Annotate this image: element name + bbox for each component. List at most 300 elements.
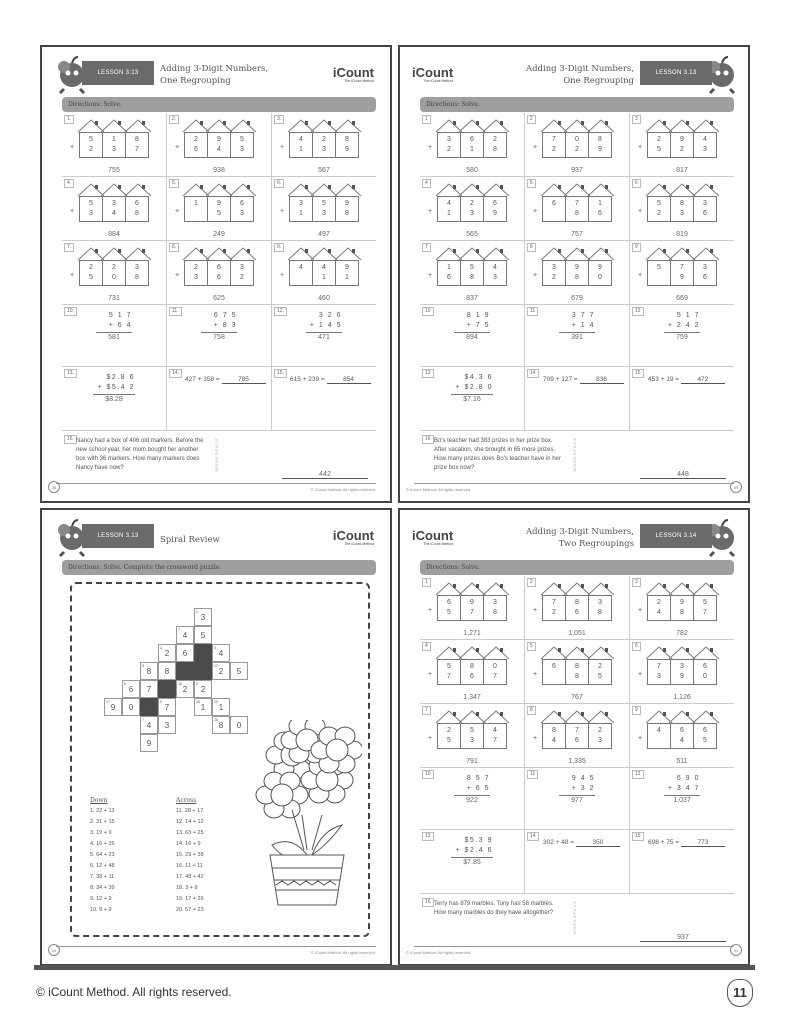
clue-number: 8 <box>142 664 144 668</box>
problem-row <box>420 768 734 830</box>
answer: 837 <box>466 295 478 302</box>
problem-row <box>420 367 734 431</box>
crossword-cell[interactable] <box>194 626 212 644</box>
digit-column <box>566 261 589 285</box>
clue: 6. 12 + 48 <box>90 863 115 869</box>
digit-column <box>543 660 566 684</box>
bottom-digit: 1 <box>345 274 349 281</box>
problem-number: 10 <box>422 307 434 316</box>
clue: 18. 3 + 8 <box>176 885 198 891</box>
house-roof-icon <box>647 183 670 196</box>
house-roof-icon <box>102 247 125 260</box>
clue-number: 4 <box>214 646 216 650</box>
digit-column <box>103 133 126 157</box>
crossword-cell[interactable] <box>212 698 230 716</box>
lesson-title-line2: Two Regroupings <box>558 539 634 549</box>
directions-bar: Directions: Solve. <box>62 97 376 112</box>
money-problem <box>420 830 525 893</box>
house-roof-icon <box>670 582 693 595</box>
bottom-digit: 3 <box>194 274 198 281</box>
crossword-cell[interactable] <box>158 716 176 734</box>
bottom-digit: 9 <box>345 146 349 153</box>
footer-divider <box>34 965 755 970</box>
crossword-cell[interactable] <box>194 698 212 716</box>
word-problem-text: Terry has 879 marbles. Tony has 58 marbles. How many marbles do they have altogether? <box>434 901 554 916</box>
house-roof-icon <box>336 119 359 132</box>
house-roof-icon <box>289 119 312 132</box>
lesson-title <box>160 63 268 87</box>
house-roof-icon <box>437 646 460 659</box>
bottom-digit: 3 <box>470 210 474 217</box>
crossword-black-cell <box>194 662 212 680</box>
place-value-houses <box>175 183 254 222</box>
digit-column <box>566 724 589 748</box>
crossword-cell[interactable] <box>140 734 158 752</box>
answer: 1,051 <box>568 630 586 637</box>
problem-number: 11. <box>169 307 182 316</box>
problem-number: 14 <box>527 369 539 378</box>
house-problem <box>630 177 734 240</box>
crossword-cell[interactable] <box>122 698 140 716</box>
stacked-addition <box>664 774 700 806</box>
clue: 1. 22 + 13 <box>90 808 115 814</box>
top-digit: 9 <box>345 200 349 207</box>
lesson-title-line1: Adding 3-Digit Numbers, <box>525 527 634 537</box>
top-digit: 3 <box>598 599 602 606</box>
house-roofs <box>647 582 717 595</box>
problem-row <box>62 241 376 305</box>
top-digit: 6 <box>447 599 451 606</box>
digit-column <box>80 261 103 285</box>
addend-1: 3 7 7 <box>571 312 595 319</box>
answer: 1,347 <box>463 694 481 701</box>
plus-sign: + <box>638 208 643 215</box>
clue: 14. 16 + 9 <box>176 841 201 847</box>
plus-sign: + <box>428 671 433 678</box>
cell-value: 2 <box>164 649 170 658</box>
bottom-digit: 4 <box>552 737 556 744</box>
cell-value: 6 <box>128 685 134 694</box>
top-digit: 9 <box>680 599 684 606</box>
top-digit: 2 <box>322 136 326 143</box>
top-digit: 6 <box>135 200 139 207</box>
clue: 7. 38 + 11 <box>90 874 115 880</box>
house-problem <box>420 640 525 703</box>
lesson-badge: LESSON 3.13 <box>82 524 154 548</box>
clue-number: 7 <box>142 718 144 722</box>
digit-column <box>185 261 208 285</box>
clue-number: 9 <box>160 700 162 704</box>
crossword-cell[interactable] <box>176 680 194 698</box>
house-roof-icon <box>670 710 693 723</box>
clue: 5. 64 + 23 <box>90 852 115 858</box>
house-roofs <box>184 183 254 196</box>
digit-column <box>336 133 358 157</box>
problem-number: 11 <box>527 770 538 779</box>
place-value-houses <box>638 646 717 685</box>
top-digit: 8 <box>680 200 684 207</box>
answer: 884 <box>108 231 120 238</box>
top-digit: 3 <box>112 200 116 207</box>
house-roof-icon <box>565 119 588 132</box>
lesson-badge: LESSON 3.13 <box>82 61 154 85</box>
digit-column <box>671 197 694 221</box>
logo-tagline: The iCount Method <box>344 542 374 546</box>
digit-boxes <box>289 132 359 158</box>
footer-copyright: © iCount Method. All rights reserved. <box>36 985 232 999</box>
digit-column <box>461 596 484 620</box>
problem-number: 6 <box>632 179 641 188</box>
answer: 669 <box>676 295 688 302</box>
house-roofs <box>289 119 359 132</box>
crossword-cell[interactable] <box>158 698 176 716</box>
problem-number: 16 <box>422 435 434 444</box>
top-digit: 5 <box>240 136 244 143</box>
crossword-cell[interactable] <box>212 716 230 734</box>
bottom-digit: 7 <box>493 737 497 744</box>
crossword-black-cell <box>158 680 176 698</box>
addend-2: + 6 5 <box>466 785 490 792</box>
top-digit: 4 <box>703 136 707 143</box>
plus-sign: + <box>280 208 285 215</box>
problem-number: 8. <box>169 243 179 252</box>
digit-column <box>438 660 461 684</box>
house-roof-icon <box>484 247 507 260</box>
clue: 12. 14 + 12 <box>176 819 204 825</box>
digit-column <box>126 261 148 285</box>
house-roofs <box>647 710 717 723</box>
lesson-badge: LESSON 3.13 <box>640 61 712 85</box>
house-problem <box>420 241 525 304</box>
clue: 9. 12 + 9 <box>90 896 112 902</box>
cell-value: 8 <box>218 721 224 730</box>
digit-column <box>438 724 461 748</box>
clue: 17. 48 + 42 <box>176 874 204 880</box>
problem-number: 14. <box>169 369 182 378</box>
house-problem <box>525 704 630 767</box>
top-digit: 5 <box>89 200 93 207</box>
equation <box>290 376 371 384</box>
place-value-houses <box>533 646 612 685</box>
crossword-cell[interactable] <box>194 680 212 698</box>
house-roof-icon <box>484 646 507 659</box>
bottom-digit: 6 <box>194 146 198 153</box>
stacked-addition <box>451 836 493 868</box>
addend-2: + 3 2 <box>571 785 595 792</box>
top-digit: 3 <box>135 264 139 271</box>
crossword-cell[interactable] <box>230 662 248 680</box>
down-heading: Down <box>90 797 108 804</box>
crossword-cell[interactable] <box>104 698 122 716</box>
house-roof-icon <box>565 247 588 260</box>
crossword-cell[interactable] <box>122 680 140 698</box>
house-problem <box>630 113 734 176</box>
house-roofs <box>79 247 149 260</box>
across-clues <box>176 795 204 916</box>
answer: 782 <box>676 630 688 637</box>
answer: 625 <box>213 295 225 302</box>
crossword-cell[interactable] <box>176 644 194 662</box>
vertical-problem <box>62 305 167 366</box>
answer: 755 <box>108 167 120 174</box>
house-roof-icon <box>542 119 565 132</box>
logo-text: iCount <box>412 65 454 80</box>
house-roofs <box>647 183 717 196</box>
plus-sign: + <box>175 272 180 279</box>
house-problem <box>62 177 167 240</box>
addend-1: 5 1 7 <box>108 312 132 319</box>
logo-tagline: The iCount Method <box>344 79 374 83</box>
bottom-digit: 3 <box>89 210 93 217</box>
place-value-houses <box>428 582 507 621</box>
problem-number: 8 <box>527 243 536 252</box>
digit-boxes <box>79 260 149 286</box>
crossword-cell[interactable] <box>140 662 158 680</box>
word-problem <box>420 433 734 483</box>
top-digit: 6 <box>470 136 474 143</box>
top-digit: 2 <box>493 136 497 143</box>
vertical-problem <box>420 305 525 366</box>
top-digit: 3 <box>299 200 303 207</box>
digit-column <box>648 660 671 684</box>
house-roof-icon <box>336 183 359 196</box>
digit-column <box>185 133 208 157</box>
cell-value: 5 <box>200 631 206 640</box>
page-footer <box>51 483 376 495</box>
house-roof-icon <box>694 247 717 260</box>
vertical-problem <box>420 768 525 829</box>
page-header <box>42 55 390 99</box>
plus-sign: + <box>533 607 538 614</box>
top-digit: 7 <box>575 727 579 734</box>
answer: $8.28 <box>93 394 135 405</box>
vertical-problem <box>525 305 630 366</box>
place-value-houses <box>638 119 717 158</box>
expression: 427 + 358 = <box>185 376 220 383</box>
digit-column <box>103 197 126 221</box>
bottom-digit: 6 <box>703 210 707 217</box>
crossword-cell[interactable] <box>158 644 176 662</box>
problem-row <box>420 830 734 894</box>
crossword-cell[interactable] <box>212 662 230 680</box>
bottom-digit: 4 <box>657 609 661 616</box>
place-value-houses <box>428 183 507 222</box>
bottom-digit: 9 <box>598 146 602 153</box>
house-problem <box>62 241 167 304</box>
house-roof-icon <box>126 247 149 260</box>
word-problem <box>420 896 734 946</box>
house-roof-icon <box>437 582 460 595</box>
house-roofs <box>647 119 717 132</box>
clue: 16. 11 + 11 <box>176 863 203 869</box>
equation-problem <box>525 830 630 893</box>
house-roof-icon <box>460 119 483 132</box>
digit-column <box>336 197 358 221</box>
expression: 453 + 19 = <box>648 376 680 383</box>
addend-1: $5.3 9 <box>464 837 493 844</box>
addend-1: 6 9 0 <box>676 775 700 782</box>
house-roof-icon <box>647 247 670 260</box>
digit-column <box>126 197 148 221</box>
digit-column <box>461 660 484 684</box>
digit-column <box>438 133 461 157</box>
bottom-digit: 5 <box>89 274 93 281</box>
digit-boxes <box>542 132 612 158</box>
problem-number: 16. <box>64 435 77 444</box>
top-digit: 1 <box>598 200 602 207</box>
problem-grid <box>420 576 734 894</box>
answer: 391 <box>559 332 595 343</box>
bottom-digit: 8 <box>470 274 474 281</box>
plus-sign: + <box>638 272 643 279</box>
digit-column <box>694 197 716 221</box>
digit-column <box>543 596 566 620</box>
problem-number: 5 <box>527 179 536 188</box>
answer: 679 <box>571 295 583 302</box>
top-digit: 3 <box>552 264 556 271</box>
answer: $7.85 <box>451 857 493 868</box>
place-value-houses <box>428 247 507 286</box>
digit-column <box>566 660 589 684</box>
page-copyright: © iCount Method. All rights reserved. <box>310 487 376 492</box>
clue: 20. 57 + 23 <box>176 907 204 913</box>
problem-number: 15. <box>274 369 287 378</box>
problem-row <box>62 113 376 177</box>
house-roof-icon <box>126 183 149 196</box>
house-roof-icon <box>102 119 125 132</box>
crossword-cell[interactable] <box>194 608 212 626</box>
answer: 819 <box>676 231 688 238</box>
top-digit: 8 <box>135 136 139 143</box>
house-problem <box>525 640 630 703</box>
equation-problem <box>630 830 734 893</box>
house-roofs <box>647 646 717 659</box>
addend-2: + $5.4 2 <box>97 384 135 391</box>
digit-column <box>671 261 694 285</box>
top-digit: 4 <box>299 136 303 143</box>
cell-value: 3 <box>200 613 206 622</box>
answer: 1,271 <box>463 630 481 637</box>
bottom-digit: 0 <box>598 274 602 281</box>
clue-number: 18 <box>196 700 200 704</box>
problem-row <box>420 177 734 241</box>
house-roof-icon <box>207 247 230 260</box>
digit-column <box>694 261 716 285</box>
digit-boxes <box>437 659 507 685</box>
icount-logo <box>333 528 374 546</box>
bottom-digit: 3 <box>112 146 116 153</box>
house-roof-icon <box>289 247 312 260</box>
house-roofs <box>79 183 149 196</box>
answer: 938 <box>213 167 225 174</box>
bottom-digit: 2 <box>575 146 579 153</box>
workspace-label: WORKSPACE <box>572 437 577 472</box>
addend-2: + 3 4 7 <box>667 785 700 792</box>
page-header <box>42 518 390 562</box>
answer: 977 <box>559 795 595 806</box>
answer: 497 <box>318 231 330 238</box>
house-roof-icon <box>484 582 507 595</box>
crossword-cell[interactable] <box>176 626 194 644</box>
plus-sign: + <box>70 272 75 279</box>
digit-boxes <box>79 196 149 222</box>
top-digit: 7 <box>680 264 684 271</box>
cell-value: 1 <box>200 703 206 712</box>
crossword-cell[interactable] <box>140 680 158 698</box>
crossword-cell[interactable] <box>140 716 158 734</box>
digit-column <box>543 724 566 748</box>
house-roof-icon <box>460 646 483 659</box>
digit-column <box>648 133 671 157</box>
house-roofs <box>437 710 507 723</box>
problem-number: 9 <box>632 706 641 715</box>
equation <box>648 839 725 847</box>
crossword-cell[interactable] <box>158 662 176 680</box>
plus-sign: + <box>280 272 285 279</box>
house-roof-icon <box>126 119 149 132</box>
house-problem <box>630 241 734 304</box>
expression: 615 + 239 = <box>290 376 325 383</box>
clue-number: 7 <box>178 628 180 632</box>
bottom-digit: 6 <box>703 274 707 281</box>
house-roof-icon <box>79 119 102 132</box>
bottom-digit: 1 <box>299 210 303 217</box>
bottom-digit: 5 <box>598 673 602 680</box>
bottom-digit: 0 <box>703 673 707 680</box>
bottom-digit: 6 <box>447 274 451 281</box>
plus-sign: + <box>533 144 538 151</box>
top-digit: 6 <box>703 663 707 670</box>
directions-bar: Directions: Solve. <box>420 560 734 575</box>
problem-number: 6. <box>274 179 284 188</box>
digit-boxes <box>289 196 359 222</box>
problem-number: 10 <box>422 770 434 779</box>
place-value-houses <box>638 247 717 286</box>
logo-tagline: The iCount Method <box>423 79 454 83</box>
crossword-cell[interactable] <box>230 716 248 734</box>
house-roof-icon <box>79 247 102 260</box>
house-roof-icon <box>184 183 207 196</box>
digit-column <box>694 724 716 748</box>
bottom-digit: 3 <box>322 146 326 153</box>
answer: 894 <box>454 332 490 343</box>
digit-column <box>290 133 313 157</box>
house-roof-icon <box>670 183 693 196</box>
answer: 471 <box>306 332 342 343</box>
digit-column <box>103 261 126 285</box>
answer: 581 <box>96 332 132 343</box>
problem-number: 7. <box>64 243 74 252</box>
bottom-digit: 8 <box>575 274 579 281</box>
digit-column <box>566 133 589 157</box>
money-problem <box>62 367 167 430</box>
clue-number: 12 <box>214 664 218 668</box>
problem-number: 1 <box>422 115 431 124</box>
plus-sign: + <box>175 208 180 215</box>
answer: 580 <box>466 167 478 174</box>
digit-column <box>589 133 611 157</box>
top-digit: 9 <box>680 136 684 143</box>
problem-number: 4 <box>422 642 431 651</box>
house-roof-icon <box>542 710 565 723</box>
crossword-cell[interactable] <box>212 644 230 662</box>
answer: 773 <box>681 839 725 847</box>
house-roof-icon <box>484 710 507 723</box>
lesson-title-line2: One Regrouping <box>160 76 231 86</box>
clue-number: 20 <box>214 718 218 722</box>
house-problem <box>630 704 734 767</box>
vertical-problem <box>525 768 630 829</box>
